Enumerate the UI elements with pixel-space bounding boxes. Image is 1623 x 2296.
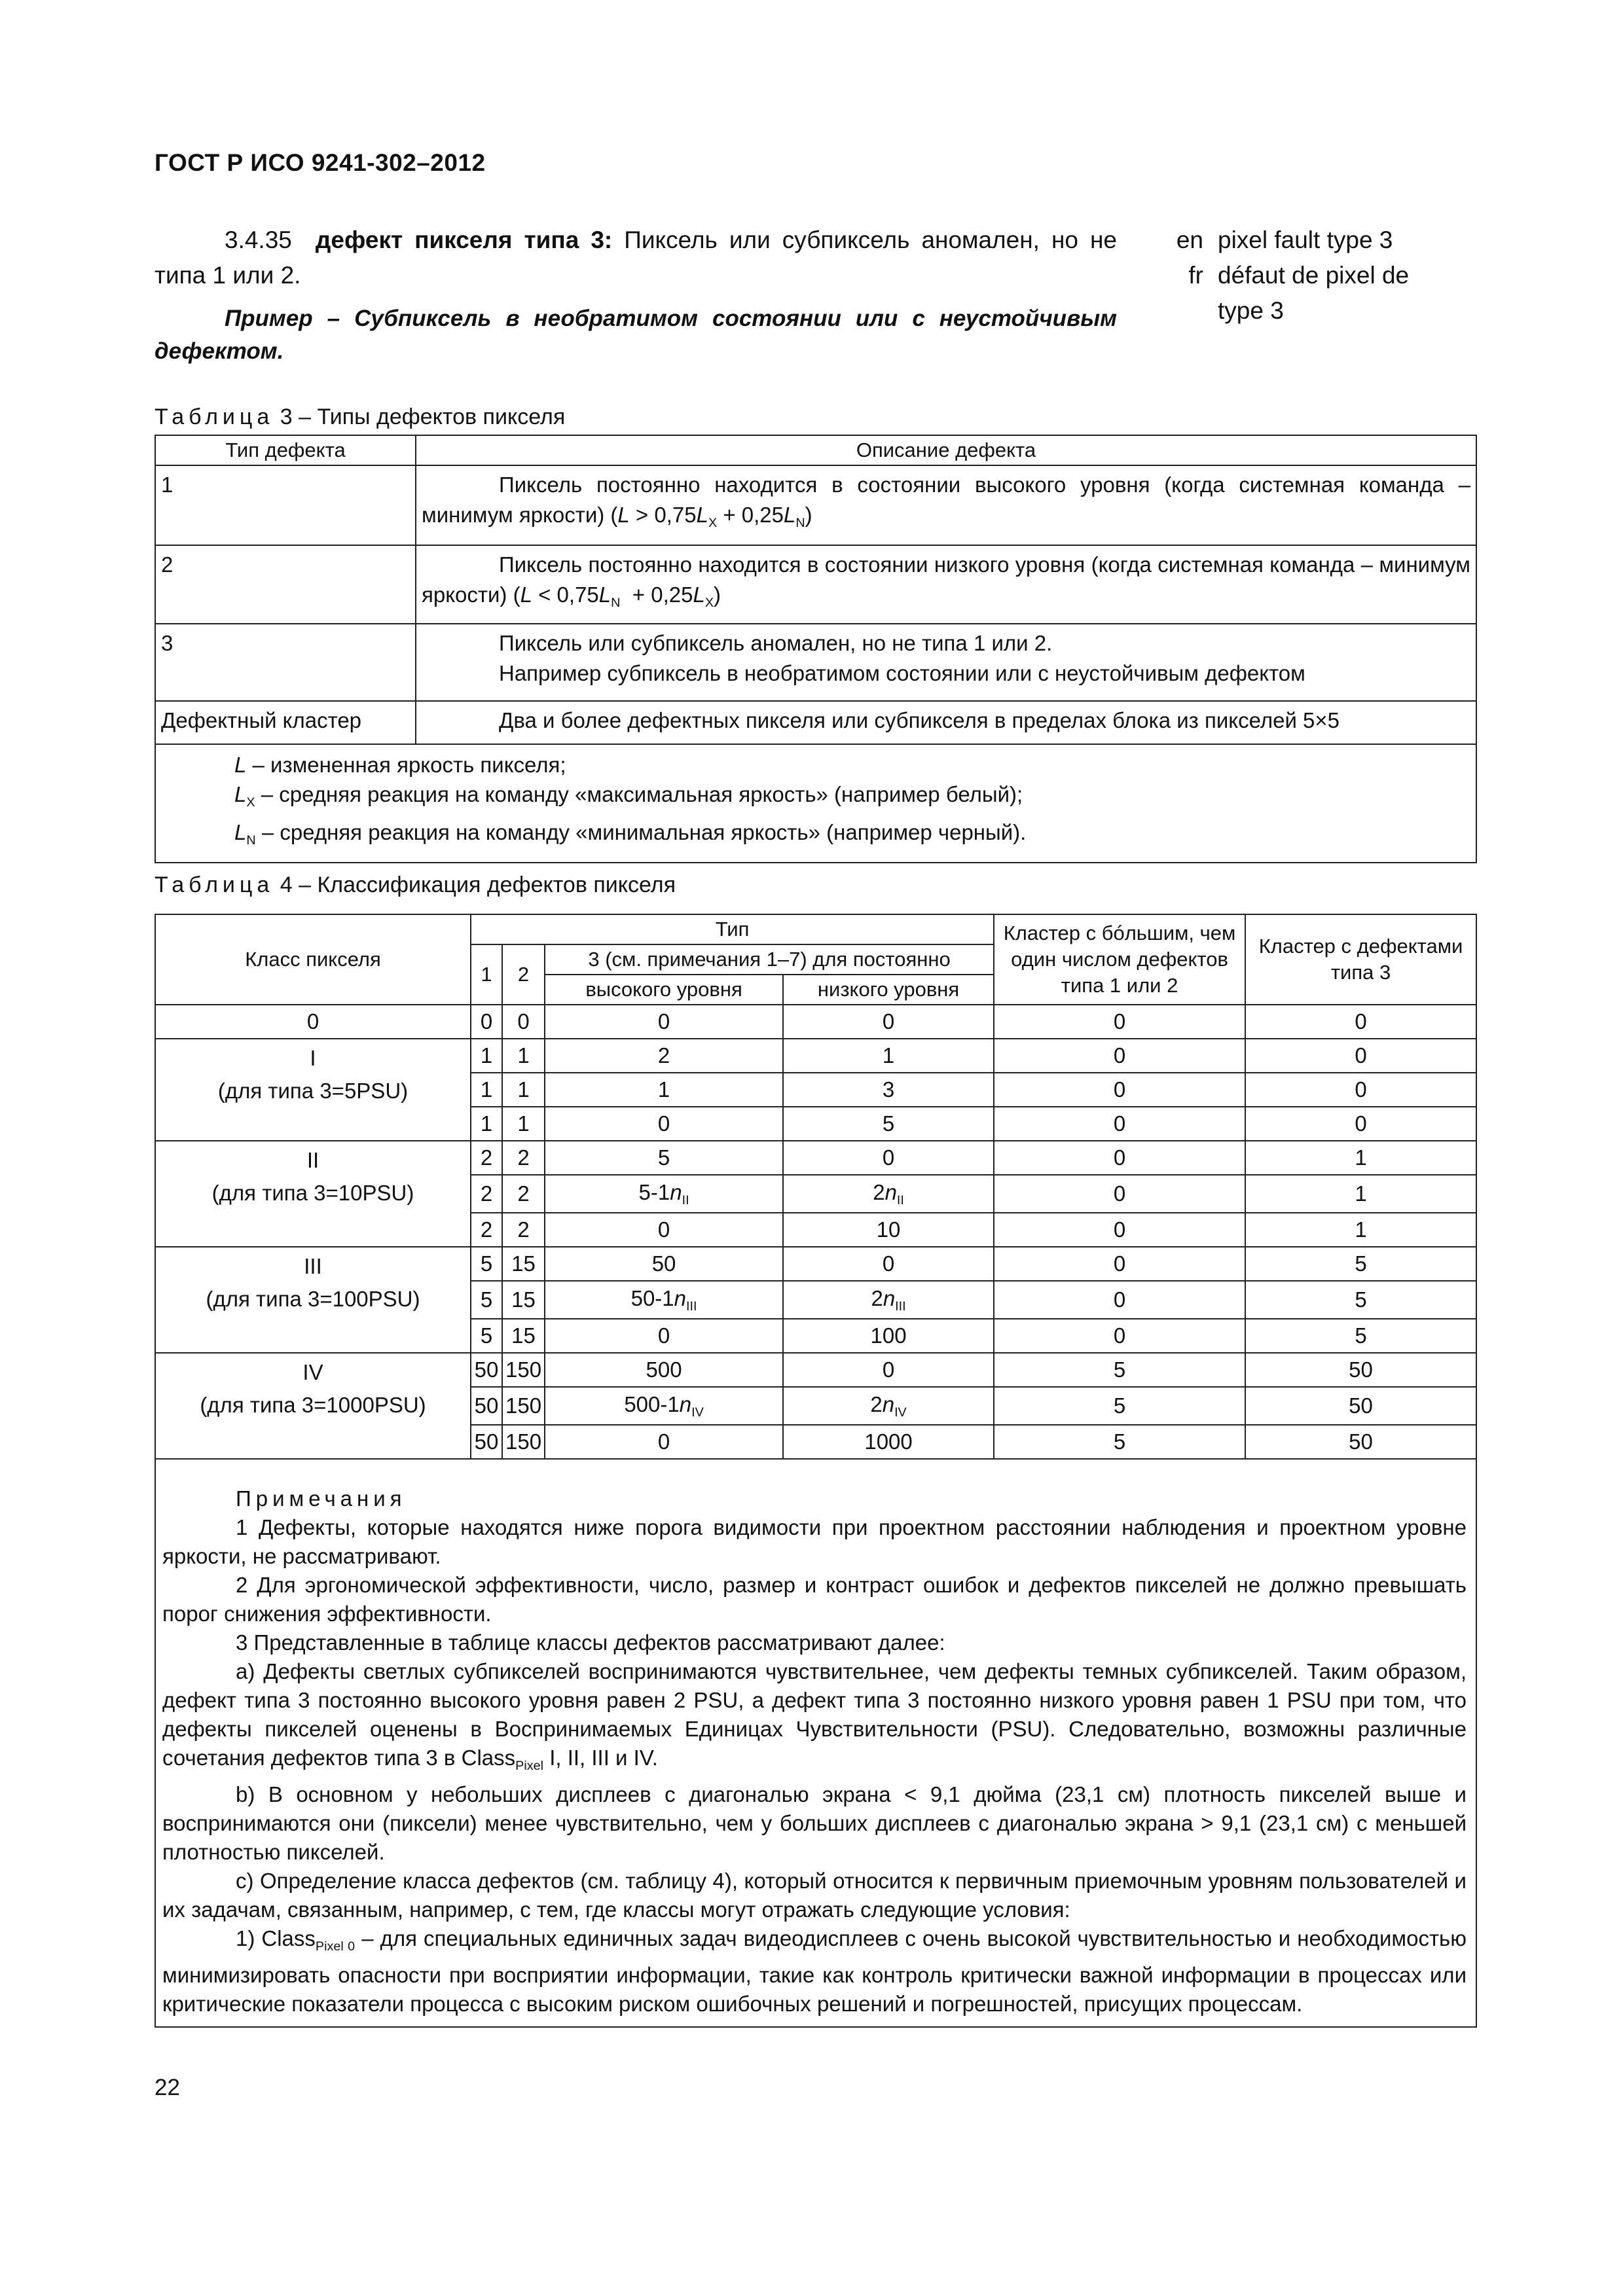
description-line: Пиксель или субпиксель аномален, но не типа 1 или 2.: [499, 631, 1053, 655]
table-cell: 150: [502, 1387, 545, 1425]
table-cell: 15: [502, 1281, 545, 1319]
table4-caption: [155, 872, 676, 898]
table-cell: 0: [471, 1005, 502, 1039]
defect-description-cell: Два и более дефектных пикселя или субпикселя в пределах блока из пикселей 5×5: [416, 701, 1476, 744]
note-item: c) Определение класса дефектов (см. таблицу 4), который относится к первичным приемочным уровням пользователей и их задачам, связанным, например, с тем, где классы могут отражать следующие условия:: [162, 1868, 1467, 1922]
table-row: [155, 1247, 1476, 1281]
table-cell: 2: [471, 1141, 502, 1175]
column-header: Кластер с дефектами типа 3: [1245, 914, 1476, 1005]
term-translations: [1152, 223, 1440, 329]
table-notes-row: [155, 1459, 1476, 2027]
table-cell: 50: [1245, 1425, 1476, 1459]
legend-line: $L_X$ – средняя реакция на команду «максимальная яркость» (например белый);: [234, 782, 1023, 810]
table-row: [155, 545, 1476, 624]
table-cell: 10: [783, 1213, 994, 1247]
pixel-class-label: I: [310, 1046, 316, 1070]
pixel-class-cell: [155, 1141, 471, 1247]
table-cell: 1000: [783, 1425, 994, 1459]
table-cell: 5: [1245, 1319, 1476, 1353]
table-cell: 0: [994, 1005, 1245, 1039]
table-cell: 5: [1245, 1247, 1476, 1281]
description-close: ): [714, 583, 721, 607]
table-cell: 0: [994, 1281, 1245, 1319]
lang-code: fr: [1188, 262, 1203, 289]
defect-type-cell: 2: [155, 545, 416, 624]
description-text: Пиксель постоянно находится в состоянии высокого уровня (когда системная команда – минимум яркости) (: [422, 473, 1470, 527]
table-cell: 0: [994, 1141, 1245, 1175]
table-cell: 1: [471, 1107, 502, 1141]
table-cell: 0: [1245, 1005, 1476, 1039]
table-cell: 15: [502, 1247, 545, 1281]
pixel-class-label: II: [306, 1148, 319, 1172]
table-cell: $2n_{III}$: [783, 1281, 994, 1319]
table-legend-row: [155, 744, 1476, 863]
pixel-class-label: IV: [302, 1360, 323, 1384]
table-notes: [155, 1459, 1476, 2027]
pixel-class-note: (для типа 3=5PSU): [217, 1079, 409, 1103]
legend-line: L – измененная яркость пикселя;: [234, 753, 566, 777]
column-header: 3 (см. примечания 1–7) для постоянно: [545, 944, 994, 975]
table-cell: 0: [783, 1141, 994, 1175]
table-cell: 150: [502, 1353, 545, 1387]
translation-text: pixel fault type 3: [1218, 226, 1393, 253]
pixel-defect-types-table: [155, 435, 1477, 863]
table-cell: 5: [471, 1319, 502, 1353]
legend-line: $L_N$ – средняя реакция на команду «минимальная яркость» (например черный).: [234, 819, 1027, 848]
defect-description-cell: Пиксель постоянно находится в состоянии низкого уровня (когда системная команда – минимум яркости) $(L < 0,75L_N + 0,25L_X)$: [416, 545, 1476, 624]
table-cell: 0: [545, 1107, 783, 1141]
table-cell: 0: [994, 1319, 1245, 1353]
table-cell: $500-1n_{IV}$: [545, 1387, 783, 1425]
note-item: 2 Для эргономической эффективности, число, размер и контраст ошибок и дефектов пикселей не должно превышать порог снижения эффективности.: [162, 1573, 1467, 1626]
table-cell: 0: [545, 1319, 783, 1353]
column-header: Класс пикселя: [155, 914, 471, 1005]
table-cell: 5: [471, 1281, 502, 1319]
column-header: высокого уровня: [545, 975, 783, 1005]
translation-en: [1152, 223, 1440, 258]
table-cell: 50: [471, 1353, 502, 1387]
table-cell: 0: [1245, 1039, 1476, 1073]
table-legend: [155, 744, 1476, 863]
pixel-class-cell: [155, 1353, 471, 1459]
table-cell: 2: [471, 1213, 502, 1247]
column-header: Тип дефекта: [155, 435, 416, 465]
table-cell: 0: [545, 1213, 783, 1247]
table-cell: 1: [471, 1073, 502, 1107]
table-cell: 1: [545, 1073, 783, 1107]
table-cell: 2: [471, 1175, 502, 1213]
note-item: 3 Представленные в таблице классы дефектов рассматривают далее:: [236, 1630, 945, 1655]
table-cell: 50: [545, 1247, 783, 1281]
table-cell: 500: [545, 1353, 783, 1387]
pixel-class-note: (для типа 3=10PSU): [211, 1181, 414, 1205]
table-header-row: [155, 914, 1476, 944]
table-cell: 50: [1245, 1387, 1476, 1425]
table-cell: 2: [502, 1175, 545, 1213]
pixel-class-label: 0: [306, 1009, 319, 1033]
pixel-class-note: (для типа 3=1000PSU): [200, 1393, 426, 1417]
defect-type-cell: Дефектный кластер: [155, 701, 416, 744]
table-cell: 1: [502, 1073, 545, 1107]
page-number: 22: [155, 2075, 180, 2100]
translation-fr: [1152, 258, 1440, 329]
pixel-class-cell: [155, 1005, 471, 1039]
term-definition-text: Пиксель или субпиксель аномален, но не типа 1 или 2.: [155, 226, 1117, 289]
table-cell: 1: [502, 1039, 545, 1073]
caption-text: 3 – Типы дефектов пикселя: [280, 404, 566, 429]
column-header: низкого уровня: [783, 975, 994, 1005]
table-cell: 150: [502, 1425, 545, 1459]
table-cell: 1: [502, 1107, 545, 1141]
table-row: [155, 1039, 1476, 1073]
table-cell: 0: [994, 1107, 1245, 1141]
table-cell: 5: [994, 1425, 1245, 1459]
table-header-row: [155, 435, 1476, 465]
table-cell: 5: [471, 1247, 502, 1281]
table-cell: 5: [994, 1387, 1245, 1425]
pixel-class-note: (для типа 3=100PSU): [206, 1287, 420, 1311]
table-cell: 1: [1245, 1213, 1476, 1247]
pixel-class-label: III: [304, 1254, 322, 1278]
table-cell: 5: [783, 1107, 994, 1141]
column-header: Описание дефекта: [416, 435, 1476, 465]
table-cell: 1: [471, 1039, 502, 1073]
note-item: 1 Дефекты, которые находятся ниже порога видимости при проектном расстоянии наблюдения и проектном уровне яркости, не рассматривают.: [162, 1515, 1467, 1568]
table-cell: 0: [783, 1247, 994, 1281]
table-cell: $5-1n_{II}$: [545, 1175, 783, 1213]
table-cell: 0: [994, 1213, 1245, 1247]
caption-prefix: Таблица: [155, 872, 274, 897]
description-line: Например субпиксель в необратимом состоянии или с неустойчивым дефектом: [499, 661, 1305, 685]
description-close: ): [805, 503, 812, 527]
term-number: 3.4.35: [225, 226, 292, 253]
table-cell: $2n_{IV}$: [783, 1387, 994, 1425]
table-cell: 50: [471, 1387, 502, 1425]
table-cell: 3: [783, 1073, 994, 1107]
table-cell: 50: [1245, 1353, 1476, 1387]
table-cell: 15: [502, 1319, 545, 1353]
pixel-class-cell: [155, 1247, 471, 1353]
column-header: 1: [471, 944, 502, 1005]
table-cell: 1: [1245, 1141, 1476, 1175]
column-header: 2: [502, 944, 545, 1005]
table-row: [155, 465, 1476, 545]
table-cell: 5: [994, 1353, 1245, 1387]
table-cell: 0: [994, 1073, 1245, 1107]
table-cell: 0: [502, 1005, 545, 1039]
document-header: ГОСТ Р ИСО 9241-302–2012: [155, 149, 486, 176]
defect-type-cell: 3: [155, 624, 416, 701]
table-cell: 100: [783, 1319, 994, 1353]
table-cell: 0: [994, 1247, 1245, 1281]
table-cell: 0: [1245, 1107, 1476, 1141]
table-cell: $2n_{II}$: [783, 1175, 994, 1213]
table-cell: 0: [783, 1005, 994, 1039]
translation-text: défaut de pixel de type 3: [1218, 262, 1410, 324]
table-cell: 1: [1245, 1175, 1476, 1213]
pixel-class-cell: [155, 1039, 471, 1141]
table-cell: 0: [545, 1005, 783, 1039]
table-cell: 2: [502, 1141, 545, 1175]
defect-description-cell: [416, 624, 1476, 701]
caption-prefix: Таблица: [155, 404, 274, 429]
table-cell: 5: [1245, 1281, 1476, 1319]
term-example: Пример – Субпиксель в необратимом состоянии или с неустойчивым дефектом.: [155, 306, 1117, 364]
table-row: [155, 1353, 1476, 1387]
column-header: Кластер с бóльшим, чем один числом дефектов типа 1 или 2: [994, 914, 1245, 1005]
table-cell: 2: [502, 1213, 545, 1247]
table-row: [155, 624, 1476, 701]
table-cell: 2: [545, 1039, 783, 1073]
column-header: Тип: [471, 914, 994, 944]
table-cell: $50-1n_{III}$: [545, 1281, 783, 1319]
defect-description-cell: Пиксель постоянно находится в состоянии высокого уровня (когда системная команда – минимум яркости) $(L > 0,75L_X + 0,25L_N)$: [416, 465, 1476, 545]
note-item: a) Дефекты светлых субпикселей воспринимаются чувствительнее, чем дефекты темных субпикселей. Таким образом, дефект типа 3 постоянно высокого уровня равен 2 PSU, а дефект типа 3 постоянно низкого уровня равен 1 PSU при том, что дефекты пикселей оценены в Воспринимаемых Единицах Чувствительности (PSU). Следовательно, возможны различные сочетания дефектов типа 3 в Class$_{Pixel}$ I, II, III и IV.: [162, 1659, 1467, 1773]
caption-text: 4 – Классификация дефектов пикселя: [280, 872, 676, 897]
table-cell: 0: [1245, 1073, 1476, 1107]
table-cell: 50: [471, 1425, 502, 1459]
table-row: [155, 1005, 1476, 1039]
table-row: [155, 701, 1476, 744]
description-text: Пиксель постоянно находится в состоянии низкого уровня (когда системная команда – минимум яркости) (: [422, 552, 1470, 607]
table-cell: 0: [783, 1353, 994, 1387]
term-name: дефект пикселя типа 3:: [315, 226, 613, 253]
table-cell: 5: [545, 1141, 783, 1175]
table-cell: 1: [783, 1039, 994, 1073]
note-item: 1) Class$_{Pixel 0}$ – для специальных единичных задач видеодисплеев с очень высокой чувствительностью и необходимостью минимизировать опасности при восприятии информации, такие как контроль критически важной информации в процессах или критические показатели процесса с высоким риском ошибочных решений и погрешностей, присущих процессам.: [162, 1926, 1467, 2016]
lang-code: en: [1176, 226, 1203, 253]
table-cell: 0: [994, 1039, 1245, 1073]
pixel-defect-classification-table: [155, 914, 1477, 2028]
table3-caption: [155, 404, 565, 430]
defect-type-cell: 1: [155, 465, 416, 545]
table-cell: 0: [545, 1425, 783, 1459]
notes-heading: Примечания: [236, 1486, 407, 1511]
table-cell: 0: [994, 1175, 1245, 1213]
note-item: b) В основном у небольших дисплеев с диагональю экрана < 9,1 дюйма (23,1 см) плотность пикселей выше и воспринимаются они (пиксели) менее чувствительно, чем у больших дисплеев с диагональю экрана > 9,1 (23,1 см) с меньшей плотностью пикселей.: [162, 1782, 1467, 1864]
term-definition: [155, 223, 1117, 293]
table-row: [155, 1141, 1476, 1175]
